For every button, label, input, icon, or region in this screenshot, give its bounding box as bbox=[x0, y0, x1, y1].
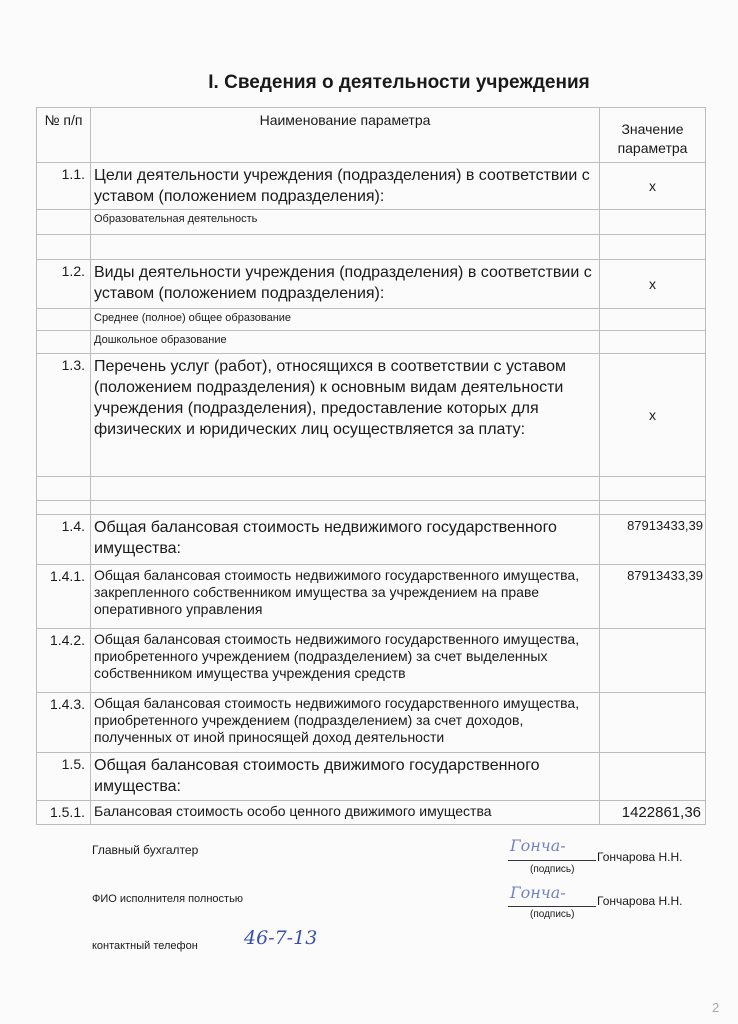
signature-caption: (подпись) bbox=[530, 864, 575, 875]
row-value: x bbox=[600, 260, 706, 309]
row-value bbox=[600, 693, 706, 753]
row-parameter: Цели деятельности учреждения (подразделения) в соответствии с уставом (положением подразделения): bbox=[91, 163, 600, 210]
row-value: x bbox=[600, 163, 706, 210]
page-title: I. Сведения о деятельности учреждения bbox=[208, 72, 590, 93]
chief-signature: Гонча- bbox=[510, 836, 566, 855]
row-number bbox=[37, 235, 91, 260]
row-number: 1.5.1. bbox=[37, 801, 91, 825]
row-value bbox=[600, 501, 706, 515]
signature-caption: (подпись) bbox=[530, 909, 575, 920]
table-row bbox=[37, 309, 706, 331]
page-number: 2 bbox=[712, 1000, 720, 1015]
executor-label: ФИО исполнителя полностью bbox=[92, 893, 244, 905]
table-row bbox=[37, 693, 706, 753]
row-number bbox=[37, 210, 91, 235]
phone-value: 46-7-13 bbox=[244, 927, 318, 949]
row-number: 1.2. bbox=[37, 260, 91, 309]
executor-signature: Гонча- bbox=[510, 883, 566, 902]
table-row bbox=[37, 354, 706, 477]
table-row bbox=[37, 260, 706, 309]
row-value bbox=[600, 210, 706, 235]
row-value bbox=[600, 477, 706, 501]
chief-name: Гончарова Н.Н. bbox=[597, 850, 683, 864]
executor-name: Гончарова Н.Н. bbox=[597, 894, 683, 908]
chief-accountant-label: Главный бухгалтер bbox=[92, 843, 199, 857]
row-parameter bbox=[91, 477, 600, 501]
table-row bbox=[37, 565, 706, 629]
row-parameter bbox=[91, 235, 600, 260]
row-value bbox=[600, 235, 706, 260]
row-number bbox=[37, 501, 91, 515]
row-number bbox=[37, 477, 91, 501]
table-header bbox=[37, 108, 706, 163]
phone-label: контактный телефон bbox=[92, 940, 198, 952]
row-parameter: Перечень услуг (работ), относящихся в соответствии с уставом (положением подразделения) к основным видам деятельности учреждения (подразделения), предоставление которых для физических и юридических лиц осуществляется за плату: bbox=[91, 354, 600, 477]
row-value bbox=[600, 331, 706, 354]
row-parameter: Общая балансовая стоимость недвижимого государственного имущества, приобретенного учреждением (подразделением) за счет доходов, полученных от иной приносящей доход деятельности bbox=[91, 693, 600, 753]
header-value: Значение параметра bbox=[600, 108, 706, 163]
table-row bbox=[37, 515, 706, 565]
row-value bbox=[600, 629, 706, 693]
signature-line bbox=[508, 860, 596, 861]
row-parameter: Дошкольное образование bbox=[91, 331, 600, 354]
row-value: x bbox=[600, 354, 706, 477]
table-row bbox=[37, 753, 706, 801]
row-value bbox=[600, 309, 706, 331]
row-number: 1.3. bbox=[37, 354, 91, 477]
row-parameter: Среднее (полное) общее образование bbox=[91, 309, 600, 331]
row-number: 1.4.3. bbox=[37, 693, 91, 753]
row-parameter: Виды деятельности учреждения (подразделения) в соответствии с уставом (положением подразделения): bbox=[91, 260, 600, 309]
row-parameter bbox=[91, 501, 600, 515]
row-number: 1.4. bbox=[37, 515, 91, 565]
table-row bbox=[37, 501, 706, 515]
header-name: Наименование параметра bbox=[91, 108, 600, 163]
row-value: 87913433,39 bbox=[600, 515, 706, 565]
row-number bbox=[37, 331, 91, 354]
row-number bbox=[37, 309, 91, 331]
row-parameter: Общая балансовая стоимость недвижимого государственного имущества, закрепленного собственником имущества за учреждением на праве оперативного управления bbox=[91, 565, 600, 629]
table-row bbox=[37, 235, 706, 260]
row-number: 1.4.1. bbox=[37, 565, 91, 629]
table-row bbox=[37, 801, 706, 825]
row-number: 1.5. bbox=[37, 753, 91, 801]
row-value: 87913433,39 bbox=[600, 565, 706, 629]
header-number: № п/п bbox=[37, 108, 91, 163]
table-row bbox=[37, 629, 706, 693]
row-number: 1.4.2. bbox=[37, 629, 91, 693]
row-parameter: Общая балансовая стоимость недвижимого государственного имущества: bbox=[91, 515, 600, 565]
row-parameter: Балансовая стоимость особо ценного движимого имущества bbox=[91, 801, 600, 825]
table-row bbox=[37, 331, 706, 354]
table-row bbox=[37, 163, 706, 210]
row-parameter: Общая балансовая стоимость недвижимого государственного имущества, приобретенного учреждением (подразделением) за счет выделенных собственником имущества учреждения средств bbox=[91, 629, 600, 693]
row-parameter: Общая балансовая стоимость движимого государственного имущества: bbox=[91, 753, 600, 801]
row-parameter: Образовательная деятельность bbox=[91, 210, 600, 235]
row-value: 1422861,36 bbox=[600, 801, 706, 825]
row-value bbox=[600, 753, 706, 801]
signature-line bbox=[508, 906, 596, 907]
table-row bbox=[37, 210, 706, 235]
table-row bbox=[37, 477, 706, 501]
activity-table bbox=[36, 107, 706, 825]
row-number: 1.1. bbox=[37, 163, 91, 210]
